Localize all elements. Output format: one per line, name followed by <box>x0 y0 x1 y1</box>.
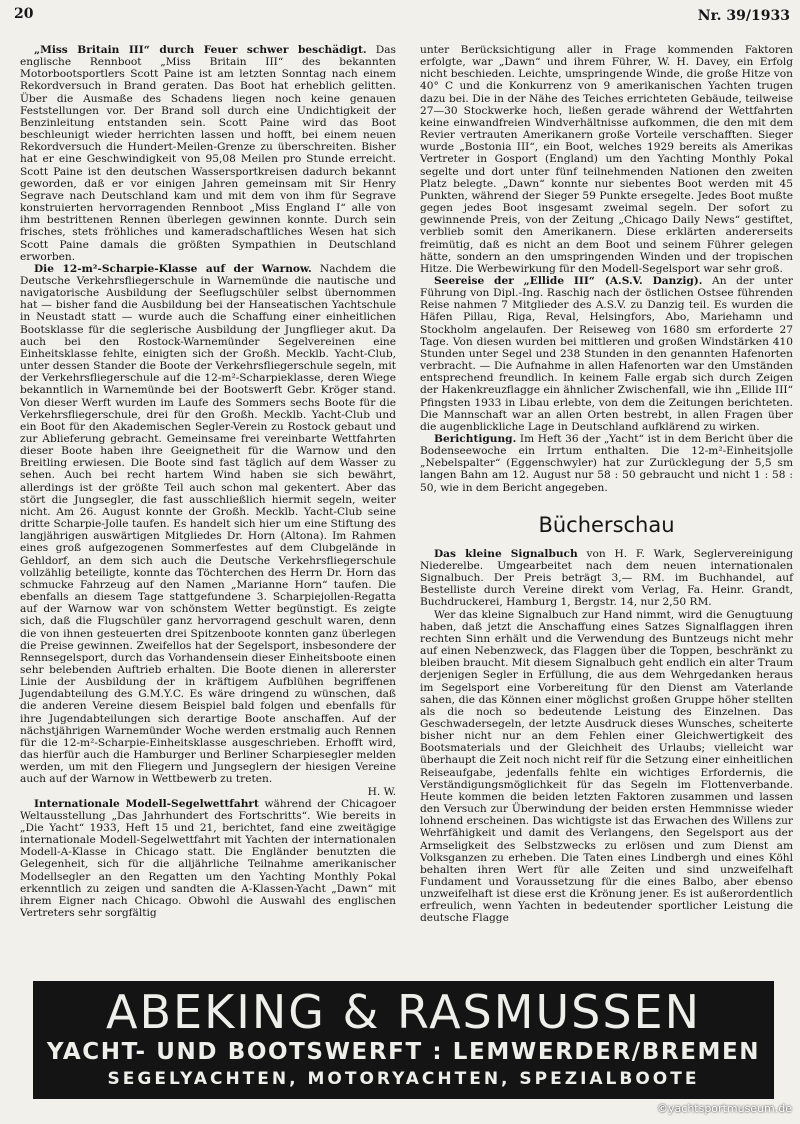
article-title: Seereise der „Ellide III“ (A.S.V. Danzig). <box>434 274 703 287</box>
copyright-icon: © <box>657 1102 669 1115</box>
right-column <box>420 44 794 925</box>
article-title: „Miss Britain III“ durch Feuer schwer beschädigt. <box>34 44 367 56</box>
article-title: Internationale Modell-Segelwettfahrt <box>34 797 259 810</box>
article-body: unter Berücksichtigung aller in Frage kommenden Faktoren erfolgte, war „Dawn“ und ihrem Führer, W. H. Davey, ein Erfolg nicht beschieden. Leichte, umspringende Winde, die große Hitze von 40° C und die Konkurrenz von 9 amerikanischen Yachten trugen dazu bei. Die in der Nähe des Teiches errichteten Gebäude, teilweise 27—30 Stockwerke hoch, ließen gerade während der Wettfahrten keine einwandfreien Windverhältnisse aufkommen, die den mit dem Revier vertrauten Amerikanern große Vorteile verschafften. Sieger wurde „Bostonia III“, ein Boot, welches 1929 bereits als Amerikas Vertreter in Gosport (England) um den Yachting Monthly Pokal segelte und dort unter fünf teilnehmenden Nationen den zweiten Platz belegte. „Dawn“ konnte nur siebentes Boot werden mit 45 Punkten, während der Sieger 59 Punkte ersegelte. Jedes Boot mußte gegen jedes Boot insgesamt zweimal segeln. Der sofort zu gewinnende Preis, von der Zeitung „Chicago Daily News“ gestiftet, verblieb somit den Amerikanern. Diese erklärten andererseits freimütig, daß es nicht an dem Boot und seinem Führer gelegen hätte, sondern an den umspringenden Winden und der tropischen Hitze. Die Werbewirkung für den Modell-Segelsport war sehr groß. <box>420 44 793 275</box>
review-body: Wer das kleine Signalbuch zur Hand nimmt, wird die Genugtuung haben, daß jetzt die Anschaffung eines Satzes Signalflaggen ihren rechten Sinn erhält und die Verwendung des Buntzeugs nicht mehr auf einen Nebenzweck, das Flaggen über die Toppen, beschränkt zu bleiben braucht. Mit diesem Signalbuch geht endlich ein alter Traum derjenigen Segler in Erfüllung, die aus dem Wehrgedanken heraus im Segelsport eine Vorbereitung für den Dienst am Vaterlande sahen, die das Können einer möglichst großen Gruppe höher stellten als die noch so bedeutende Leistung des Einzelnen. Das Geschwadersegeln, der letzte Ausdruck dieses Wunsches, scheiterte bisher nicht nur an dem Fehlen einer Gleichwertigkeit des Bootsmaterials und der Gleichheit des Urlaubs; vielleicht war überhaupt die Zeit noch nicht reif für die Setzung einer einheitlichen Reiseaufgabe, jedenfalls fehlte ein wichtiges Erfordernis, die Verständigungsmöglichkeit für das Segeln im Flottenverbande. Heute kommen die beiden letzten Faktoren zusammen und lassen den Versuch zur Überwindung der beiden ersten Hemmnisse wieder lohnend erscheinen. Das wichtigste ist das Erwachen des Willens zur Wehrfähigkeit und damit des Verlangens, den Segelsport aus der Armseligkeit des Selbstzwecks zu erlösen und zum Dienst am Volksganzen zu erheben. Die Taten eines Lindbergh und eines Köhl behalten ihren Wert für alle Zeiten und sind unzweifelhaft Fundament und Voraussetzung für die eines Balbo, aber ebenso unzweifelhaft ist diese erst die Krönung jener. Es ist außerordentlich erfreulich, wenn Yachten in bedeutender sportlicher Leistung die deutsche Flagge <box>420 608 793 925</box>
article-body: An der unter Führung von Dipl.-Ing. Raschig nach der östlichen Ostsee führenden Reise nahmen 7 Mitglieder des A.S.V. zu Danzig teil. Es wurden die Häfen Pillau, Riga, Reval, Helsingfors, Abo, Mariehamn und Stockholm angelaufen. Der Reiseweg von 1680 sm erforderte 27 Tage. Von diesen wurden bei mittleren und großen Windstärken 410 Stunden unter Segel und 238 Stunden in den genannten Hafenorten verbracht. — Die Aufnahme in allen Hafenorten war den Umständen entsprechend freundlich. In keinem Falle ergab sich durch Zeigen der Hakenkreuzflagge ein ähnlicher Zwischenfall, wie ihn „Ellide III“ Pfingsten 1933 in Libau erlebte, von dem die Zeitungen berichteten. Die Mannschaft war an allen Orten bestrebt, in allen Fragen über die augenblickliche Lage in Deutschland aufklärend zu wirken. <box>420 274 793 433</box>
article-body: während der Chicagoer Weltausstellung „Das Jahrhundert des Fortschritts“. Wie bereits in „Die Yacht“ 1933, Heft 15 und 21, berichtet, fand eine zweitägige internationale Modell-Segelwettfahrt mit Yachten der internationalen Modell-A-Klasse in Chicago statt. Die Engländer benutzten die Gelegenheit, sich für die alljährliche Teilnahme amerikanischer Modellsegler an den Regatten um den Yachting Monthly Pokal erkenntlich zu zeigen und sandten die A-Klassen-Yacht „Dawn“ mit ihrem Eigner nach Chicago. Obwohl die Auswahl des englischen Vertreters sehr sorgfältig <box>20 797 396 920</box>
article-body: Im Heft 36 der „Yacht“ ist in dem Bericht über die Bodenseewoche ein Irrtum enthalten. Die 12-m²-Einheitsjolle „Nebelspalter“ (Eggenschwyler) hat zur Zurücklegung der 5,5 sm langen Bahn am 12. August nur 58 : 50 gebraucht und nicht 1 : 58 : 50, wie in dem Bericht angegeben. <box>420 433 794 494</box>
book-details: von H. F. Wark, Seglervereinigung Niederelbe. Umgearbeitet nach dem neuen internationalen Signalbuch. Der Preis beträgt 3,— RM. im Buchhandel, auf Bestelliste durch Vereine direkt vom Verlag, Fa. Heinr. Grandt, Buchdruckerei, Hamburg 1, Bergstr. 14, nur 2,50 RM. <box>420 547 794 609</box>
advertisement-abeking-rasmussen <box>33 981 774 1099</box>
article-ellide <box>420 275 793 433</box>
page-number: 20 <box>14 6 34 22</box>
issue-number: Nr. 39/1933 <box>697 8 790 24</box>
article-body: Nachdem die Deutsche Verkehrsfliegerschule in Warnemünde die nautische und navigatorische Ausbildung der Seeflugschüler selbst übernommen hat — bisher fand die Ausbildung bei der Hanseatischen Yachtschule in Neustadt statt — wurde auch die Schaffung einer einheitlichen Bootsklasse für die seglerische Ausbildung der Jungflieger akut. Da auch bei den Rostock-Warnemünder Segelvereinen eine Einheitsklasse fehlte, einigten sich der Großh. Mecklb. Yacht-Club, unter dessen Stander die Boote der Verkehrsfliegerschule segeln, mit der Verkehrsfliegerschule auf die 12-m²-Scharpieklasse, deren Wiege bekanntlich in Warnemünde bei der Bootswerft Gebr. Kröger stand. Von dieser Werft wurden im Laufe des Sommers sechs Boote für die Verkehrsfliegerschule, drei für den Großh. Mecklb. Yacht-Club und ein Boot für den Akademischen Segler-Verein zu Rostock gebaut und zur Ablieferung gebracht. Gemeinsame frei vereinbarte Wettfahrten dieser Boote haben ihre Geeignetheit für die Warnow und den Breitling erwiesen. Die Boote sind fast täglich auf dem Wasser zu sehen. Auch bei recht hartem Wind haben sie sich bewährt, allerdings ist der größte Teil auch schon mal gekentert. Aber das stört die Jungsegler, die fast ausschließlich hiermit segeln, weiter nicht. Am 26. August konnte der Großh. Mecklb. Yacht-Club seine dritte Scharpie-Jolle taufen. Es handelt sich hier um eine Stiftung des langjährigen auswärtigen Mitgliedes Dr. Horn (Altona). Im Rahmen eines groß aufgezogenen Sommerfestes auf dem Clubgelände in Gehldorf, an dem sich auch die Deutsche Verkehrsfliegerschule vollzählig beteiligte, konnte das Töchterchen des Herrn Dr. Horn das schmucke Fahrzeug auf den Namen „Marianne Horn“ taufen. Die ebenfalls an diesem Tage stattgefundene 3. Scharpiejollen-Regatta auf der Warnow war von schönstem Wetter begünstigt. Es zeigte sich, daß die Flugschüler ganz hervorragend geschult waren, denn die von ihnen gesteuerten drei Spitzenboote konnten ganz überlegen die Preise gewinnen. Zweifellos hat der Segelsport, insbesondere der Rennsegelsport, durch das Vorhandensein dieser Einheitsboote einen sehr belebenden Auftrieb erhalten. Die Boote dienen in allererster Linie der Ausbildung der in kräftigem Aufblühen begriffenen Jugendabteilung des G.M.Y.C. Es wäre dringend zu wünschen, daß die anderen Vereine diesem Beispiel bald folgen und ebenfalls für ihre Jugendabteilungen sich derartige Boote anschaffen. Auf der nächstjährigen Warnemünder Woche werden erstmalig auch Rennen für die 12-m²-Scharpie-Einheitsklasse ausgeschrieben. Erhofft wird, das hierfür auch die Hamburger und Berliner Scharpiesegler melden werden, um mit den Fliegern und Jungseglern der hiesigen Vereine auch auf der Warnow in Wettbewerb zu treten. <box>20 262 396 786</box>
watermark-text: yachtsportmuseum.de <box>668 1102 792 1115</box>
book-review-text <box>420 609 793 925</box>
article-berichtigung <box>420 433 793 494</box>
left-column <box>20 44 396 920</box>
article-title: Die 12-m²-Scharpie-Klasse auf der Warnow. <box>34 262 312 275</box>
watermark <box>657 1102 792 1115</box>
article-body: Das englische Rennboot „Miss Britain III“ des bekannten Motorbootsportlers Scott Paine ist am letzten Sonntag nach einem Rekordversuch in Brand geraten. Das Boot hat erheblich gelitten. Über die Ausmaße des Schadens liegen noch keine genauen Feststellungen vor. Der Brand soll durch eine Undichtigkeit der Benzinleitung entstanden sein. Scott Paine wird das Boot beschleunigt wieder herrichten lassen und hofft, bei einem neuen Rekordversuch die Hundert-Meilen-Grenze zu überschreiten. Bisher hat er eine Geschwindigkeit von 95,08 Meilen pro Stunde erreicht. Scott Paine ist den deutschen Wassersportkreisen dadurch bekannt geworden, daß er vor einigen Jahren gemeinsam mit Sir Henry Segrave nach Deutschland kam und mit dem von ihm für Segrave konstruierten hervorragenden Rennboot „Miss England I“ alle von ihm bestrittenen Rennen überlegen gewinnen konnte. Durch sein frisches, stets fröhliches und kameradschaftliches Wesen hat sich Scott Paine damals die größten Sympathien in Deutschland erworben. <box>20 44 396 263</box>
section-title-buecherschau: Bücherschau <box>538 512 675 537</box>
article-miss-britain <box>20 44 396 263</box>
article-modell-segelwettfahrt <box>20 798 396 920</box>
book-review-signalbuch <box>420 548 793 609</box>
ad-tagline: YACHT- UND BOOTSWERFT : LEMWERDER/BREMEN <box>46 1039 761 1065</box>
book-title: Das kleine Signalbuch <box>434 547 578 560</box>
ad-products: SEGELYACHTEN, MOTORYACHTEN, SPEZIALBOOTE <box>107 1069 700 1089</box>
article-title: Berichtigung. <box>434 433 517 445</box>
article-signature: H. W. <box>367 785 396 798</box>
article-continuation <box>420 44 793 275</box>
article-scharpie <box>20 263 396 798</box>
ad-company-name: ABEKING & RASMUSSEN <box>106 985 701 1039</box>
